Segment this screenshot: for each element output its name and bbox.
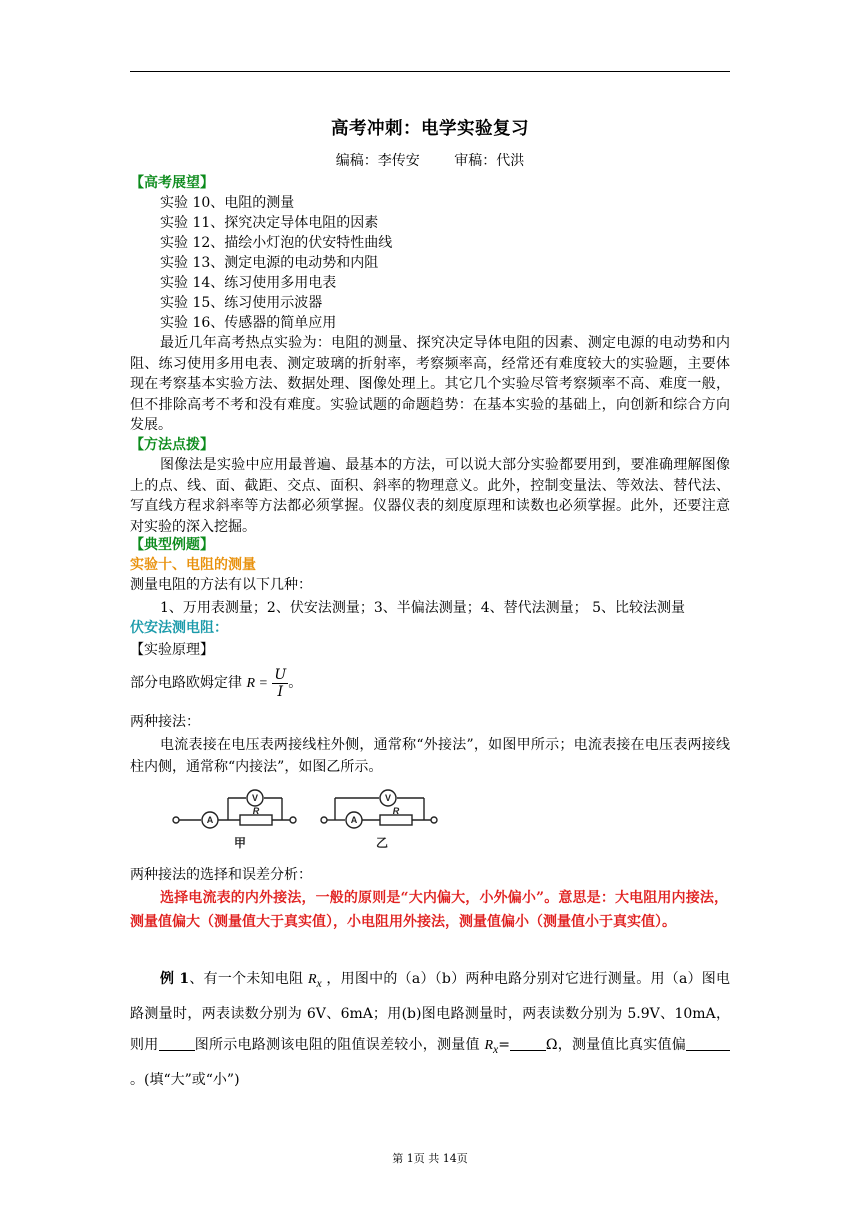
voltammetry-heading: 伏安法测电阻： bbox=[130, 620, 228, 636]
list-item: 实验 15、练习使用示波器 bbox=[160, 295, 323, 311]
ammeter-label: A bbox=[206, 815, 214, 825]
outlook-paragraph: 最近几年高考热点实验为：电阻的测量、探究决定导体电阻的因素、测定电源的电动势和内阻、练习使用多用电表、测定玻璃的折射率，考察频率高，经常还有难度较大的实验题，主要体现在考察基本实验方法、数据处理、图像处理上。其它几个实验尽管考察频率不高、难度一般，但不排除高考不考和没有难度。实验试题的命题趋势：在基本实验的基础上，向创新和综合方向发展。 bbox=[130, 335, 730, 433]
resistor-icon bbox=[240, 815, 272, 825]
ohm-unit: Ω bbox=[545, 1036, 558, 1053]
formula-end: 。 bbox=[288, 675, 303, 691]
two-methods-label: 两种接法： bbox=[130, 714, 200, 730]
circuit-a bbox=[173, 790, 296, 828]
example-var: R bbox=[307, 972, 317, 987]
voltmeter-label: V bbox=[251, 793, 259, 803]
circuit-b bbox=[321, 790, 437, 828]
answer-blank-bias[interactable] bbox=[686, 1036, 730, 1051]
formula-lhs: R = bbox=[246, 676, 268, 691]
page-footer: 第 1页 共 14页 bbox=[392, 1152, 468, 1165]
section-heading-outlook: 【高考展望】 bbox=[130, 175, 214, 191]
principle-text: 部分电路欧姆定律 bbox=[130, 675, 242, 691]
list-item: 实验 14、练习使用多用电表 bbox=[160, 275, 337, 291]
experiment-heading: 实验十、电阻的测量 bbox=[130, 557, 256, 573]
two-methods-desc: 电流表接在电压表两接线柱外侧，通常称“外接法”，如图甲所示；电流表接在电压表两接线柱内侧，通常称“内接法”，如图乙所示。 bbox=[130, 737, 730, 775]
resistor-label: R bbox=[392, 806, 400, 816]
list-item: 实验 13、测定电源的电动势和内阻 bbox=[160, 255, 379, 271]
list-item: 实验 10、电阻的测量 bbox=[160, 195, 295, 211]
example-text: ，用图中的（a）（b）两种电路分别对它进行测量。用（a）图电路测量时，两表读数分别为 6V、6mA；用(b)图电路测量时，两表读数分别为 5.9V、10mA，则用 bbox=[130, 971, 731, 1053]
resistor-icon bbox=[380, 815, 412, 825]
reviewer: 审稿：代洪 bbox=[454, 153, 525, 169]
principle-heading: 【实验原理】 bbox=[130, 642, 214, 658]
page-title: 高考冲刺：电学实验复习 bbox=[331, 119, 529, 139]
figure-label-b: 乙 bbox=[375, 836, 389, 850]
rule-text: 选择电流表的内外接法，一般的原则是“大内偏大，小外偏小”。意思是：大电阻用内接法，测量值偏大（测量值大于真实值），小电阻用外接法，测量值偏小（测量值小于真实值）。 bbox=[130, 890, 728, 930]
editor: 编稿：李传安 bbox=[335, 153, 420, 169]
list-item: 实验 11、探究决定导体电阻的因素 bbox=[160, 215, 379, 231]
intro-text: 测量电阻的方法有以下几种： bbox=[130, 577, 312, 593]
section-heading-examples: 【典型例题】 bbox=[130, 537, 214, 553]
example-1 bbox=[130, 964, 730, 1096]
list-item: 实验 12、描绘小灯泡的伏安特性曲线 bbox=[160, 235, 393, 251]
formula-denominator: I bbox=[277, 683, 284, 700]
answer-blank-value[interactable] bbox=[510, 1036, 546, 1051]
byline bbox=[0, 150, 860, 170]
example-text: 图所示电路测该电阻的阻值误差较小，测量值 bbox=[194, 1036, 480, 1053]
voltmeter-label: V bbox=[384, 793, 392, 803]
analysis-heading: 两种接法的选择和误差分析： bbox=[130, 867, 312, 883]
example-sub: x bbox=[493, 1042, 499, 1056]
ammeter-label: A bbox=[350, 815, 358, 825]
list-item: 实验 16、传感器的简单应用 bbox=[160, 315, 337, 331]
example-text: 。(填“大”或“小”) bbox=[130, 1071, 240, 1088]
resistor-label: R bbox=[252, 806, 260, 816]
example-text: 、有一个未知电阻 bbox=[189, 971, 304, 987]
example-text: = bbox=[498, 1036, 510, 1053]
example-text: ，测量值比真实值偏 bbox=[557, 1036, 687, 1053]
example-var: R bbox=[484, 1037, 493, 1053]
figure-label-a: 甲 bbox=[233, 836, 247, 850]
example-label: 例 1 bbox=[160, 971, 190, 987]
example-sub: x bbox=[316, 976, 322, 990]
formula-fraction bbox=[272, 667, 288, 700]
header-rule bbox=[130, 71, 730, 72]
ohm-law-line bbox=[130, 664, 750, 703]
answer-blank-circuit[interactable] bbox=[159, 1036, 195, 1051]
methods-paragraph: 图像法是实验中应用最普遍、最基本的方法，可以说大部分实验都要用到，要准确理解图像上的点、线、面、截距、交点、面积、斜率的物理意义。此外，控制变量法、等效法、替代法、写直线方程求斜率等方法都必须掌握。仪器仪表的刻度原理和读数也必须掌握。此外，还要注意对实验的深入挖掘。 bbox=[130, 457, 730, 535]
circuit-figure bbox=[170, 784, 440, 854]
methods-list: 1、万用表测量；2、伏安法测量；3、半偏法测量；4、替代法测量； 5、比较法测量 bbox=[160, 600, 685, 616]
section-heading-methods: 【方法点拨】 bbox=[130, 437, 214, 453]
formula-numerator: U bbox=[274, 666, 287, 683]
